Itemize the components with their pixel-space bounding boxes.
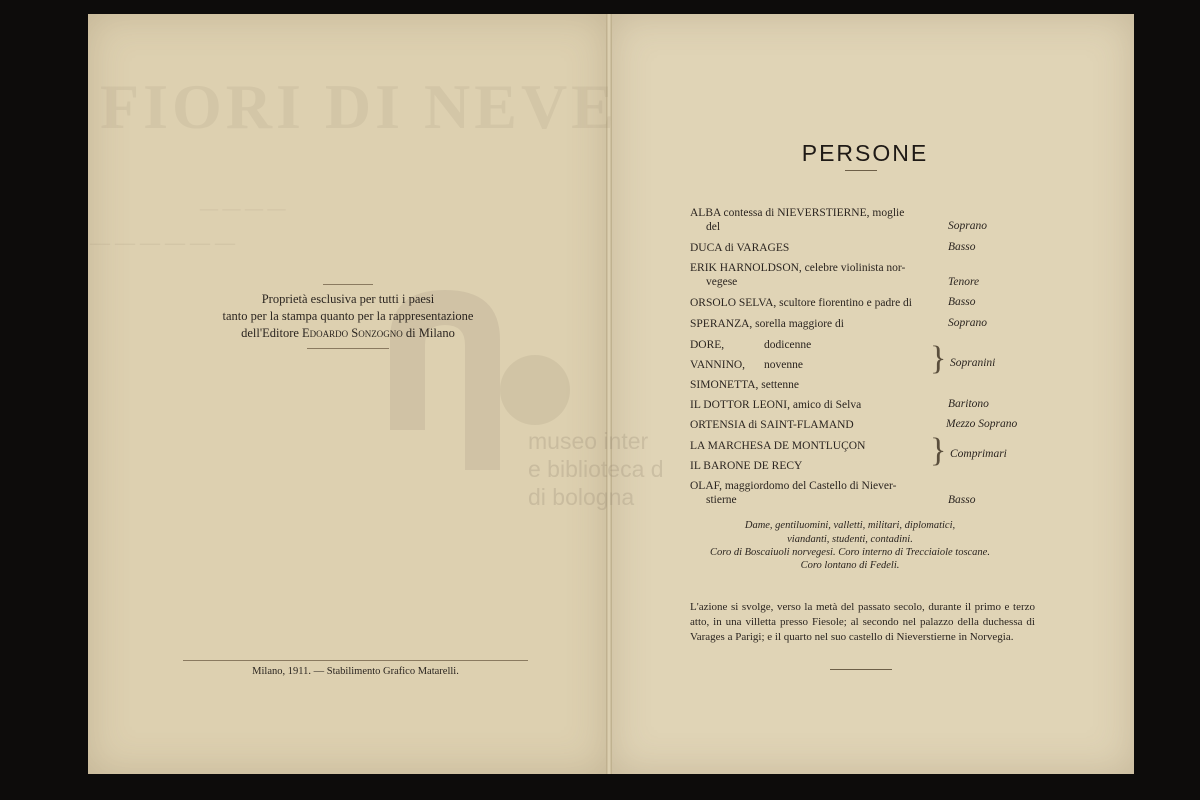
divider [307,348,389,349]
voice-type: Baritono [948,398,989,410]
cast-name: ORSOLO SELVA, scultore fiorentino e padre di [690,297,912,309]
voice-type: Mezzo Soprano [946,418,1018,430]
notice-line: Proprietà esclusiva per tutti i paesi [261,292,435,306]
footer-divider [183,660,528,661]
watermark-text: museo inter [528,428,649,454]
voice-type: Sopranini [950,357,996,369]
watermark-text: e biblioteca d [528,456,664,482]
cast-name: ALBA contessa di NIEVERSTIERNE, moglie [690,207,905,219]
group-brace: } [930,340,947,377]
setting-paragraph: L'azione si svolge, verso la metà del passato secolo, durante il primo e terzo atto, in una villetta presso Fiesole; al secondo nel palazzo della duchessa di Varages a Parigi; e il quarto nel suo castello di Nieverstierne in Norvegia. [690,601,1035,643]
show-through-line: — — — — — — [90,232,235,254]
cast-name-cont: vegese [706,276,738,288]
cast-name: ERIK HARNOLDSON, celebre violinista nor- [690,262,906,274]
group-brace: } [930,432,947,469]
voice-type: Basso [948,494,976,506]
notice-prefix: dell'Editore [241,326,303,340]
notice-line: tanto per la stampa quanto per la rappresentazione [222,309,474,323]
show-through-title: FIORI DI NEVE [100,71,618,142]
chorus-line: Dame, gentiluomini, valletti, militari, diplomatici, [744,520,956,531]
cast-name-cont: del [706,221,721,233]
divider [323,284,373,285]
cast-name: SIMONETTA, settenne [690,379,799,391]
chorus-line: Coro di Boscaiuoli norvegesi. Coro interno di Trecciaiole toscane. [710,547,990,558]
cast-name: IL BARONE DE RECY [690,460,803,472]
copyright-notice [88,284,608,349]
voice-type: Basso [948,296,976,308]
page-title: PERSONE [801,140,929,166]
show-through-line: — — — — [200,198,286,218]
cast-name-cont: stierne [706,494,737,506]
voice-type: Tenore [948,276,980,288]
cast-age: dodicenne [764,339,812,351]
title-divider [845,170,877,171]
cast-name: VANNINO, [690,359,746,371]
cast-name: OLAF, maggiordomo del Castello di Niever- [690,480,897,492]
voice-type: Basso [948,241,976,253]
notice-suffix: di Milano [402,326,455,340]
chorus-line: viandanti, studenti, contadini. [787,534,913,545]
cast-name: ORTENSIA di SAINT-FLAMAND [690,419,854,431]
cast-name: SPERANZA, sorella maggiore di [690,318,844,330]
end-divider [830,669,892,670]
cast-name: DORE, [690,339,725,351]
voice-type: Soprano [948,317,987,329]
voice-type: Comprimari [950,448,1007,460]
cast-name: DUCA di VARAGES [690,242,790,254]
notice-line [88,325,608,342]
chorus-line: Coro lontano di Fedeli. [800,560,900,571]
cast-age: novenne [764,359,803,371]
voice-type: Soprano [948,220,987,232]
publisher-name: Edoardo Sonzogno [302,326,403,340]
right-page [610,14,1134,774]
cast-name: IL DOTTOR LEONI, amico di Selva [690,399,862,411]
watermark-text: di bologna [528,484,635,510]
imprint-footer: Milano, 1911. — Stabilimento Grafico Matarelli. [252,666,459,677]
cast-name: LA MARCHESA DE MONTLUÇON [690,440,866,452]
